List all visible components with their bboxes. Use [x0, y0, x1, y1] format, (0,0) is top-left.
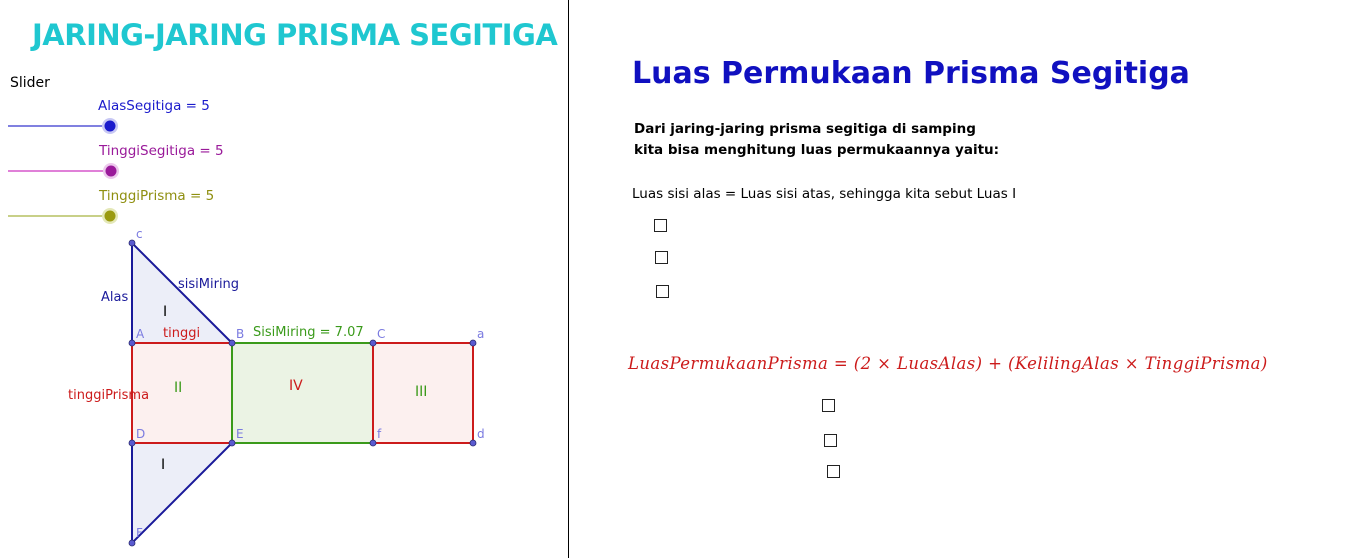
slider-tinggi-prisma[interactable] — [8, 208, 118, 224]
label-point-F: F — [136, 526, 143, 540]
point-F — [129, 540, 135, 546]
face-label-iii: III — [415, 384, 428, 400]
label-alas: Alas — [101, 290, 129, 305]
net-diagram — [0, 0, 568, 558]
label-point-A: A — [136, 327, 145, 341]
formula: LuasPermukaanPrisma = (2 × LuasAlas) + (KelilingAlas × TinggiPrisma) — [628, 354, 1268, 373]
point-d — [470, 440, 476, 446]
label-point-E: E — [236, 427, 244, 441]
face-label-ii: II — [174, 380, 183, 396]
label-point-C: C — [377, 327, 386, 341]
checkbox-5[interactable] — [824, 434, 837, 447]
label-sisi-miring-value: SisiMiring = 7.07 — [253, 325, 364, 340]
slider-tinggi-segitiga[interactable] — [8, 163, 119, 179]
point-A — [129, 340, 135, 346]
label-point-B: B — [236, 327, 245, 341]
point-D — [129, 440, 135, 446]
label-tinggi: tinggi — [163, 326, 201, 341]
panel-divider — [568, 0, 569, 558]
face-label-top-triangle: I — [163, 304, 168, 320]
slider-label-tinggi-segitiga: TinggiSegitiga = 5 — [99, 143, 224, 159]
checkbox-4[interactable] — [822, 399, 835, 412]
label-point-f: f — [377, 427, 382, 441]
checkbox-3[interactable] — [656, 285, 669, 298]
label-sisi-miring: sisiMiring — [178, 277, 240, 292]
checkbox-2[interactable] — [655, 251, 668, 264]
luas-sisi-text: Luas sisi alas = Luas sisi atas, sehingga kita sebut Luas I — [632, 186, 1017, 202]
checkbox-6[interactable] — [827, 465, 840, 478]
intro-line-1: Dari jaring-jaring prisma segitiga di samping — [634, 121, 976, 137]
intro-line-2: kita bisa menghitung luas permukaannya yaitu: — [634, 142, 1000, 158]
label-point-a: a — [477, 327, 485, 341]
point-a — [470, 340, 476, 346]
label-tinggi-prisma: tinggiPrisma — [68, 388, 150, 403]
point-B — [229, 340, 235, 346]
label-point-c: c — [136, 227, 143, 241]
slider-label-alas-segitiga: AlasSegitiga = 5 — [98, 98, 210, 114]
point-C — [370, 340, 376, 346]
slider-label-tinggi-prisma: TinggiPrisma = 5 — [99, 188, 215, 204]
slider-heading: Slider — [10, 75, 50, 91]
checkbox-1[interactable] — [654, 219, 667, 232]
point-c — [129, 240, 135, 246]
right-title: Luas Permukaan Prisma Segitiga — [632, 56, 1190, 91]
point-f — [370, 440, 376, 446]
face-label-bottom-triangle: I — [161, 457, 166, 473]
face-bottom-triangle — [132, 443, 232, 543]
label-point-D: D — [136, 427, 146, 441]
label-point-d: d — [477, 427, 485, 441]
point-E — [229, 440, 235, 446]
slider-alas-segitiga[interactable] — [8, 118, 118, 134]
face-label-iv: IV — [289, 378, 303, 394]
left-title: JARING-JARING PRISMA SEGITIGA — [32, 18, 558, 52]
